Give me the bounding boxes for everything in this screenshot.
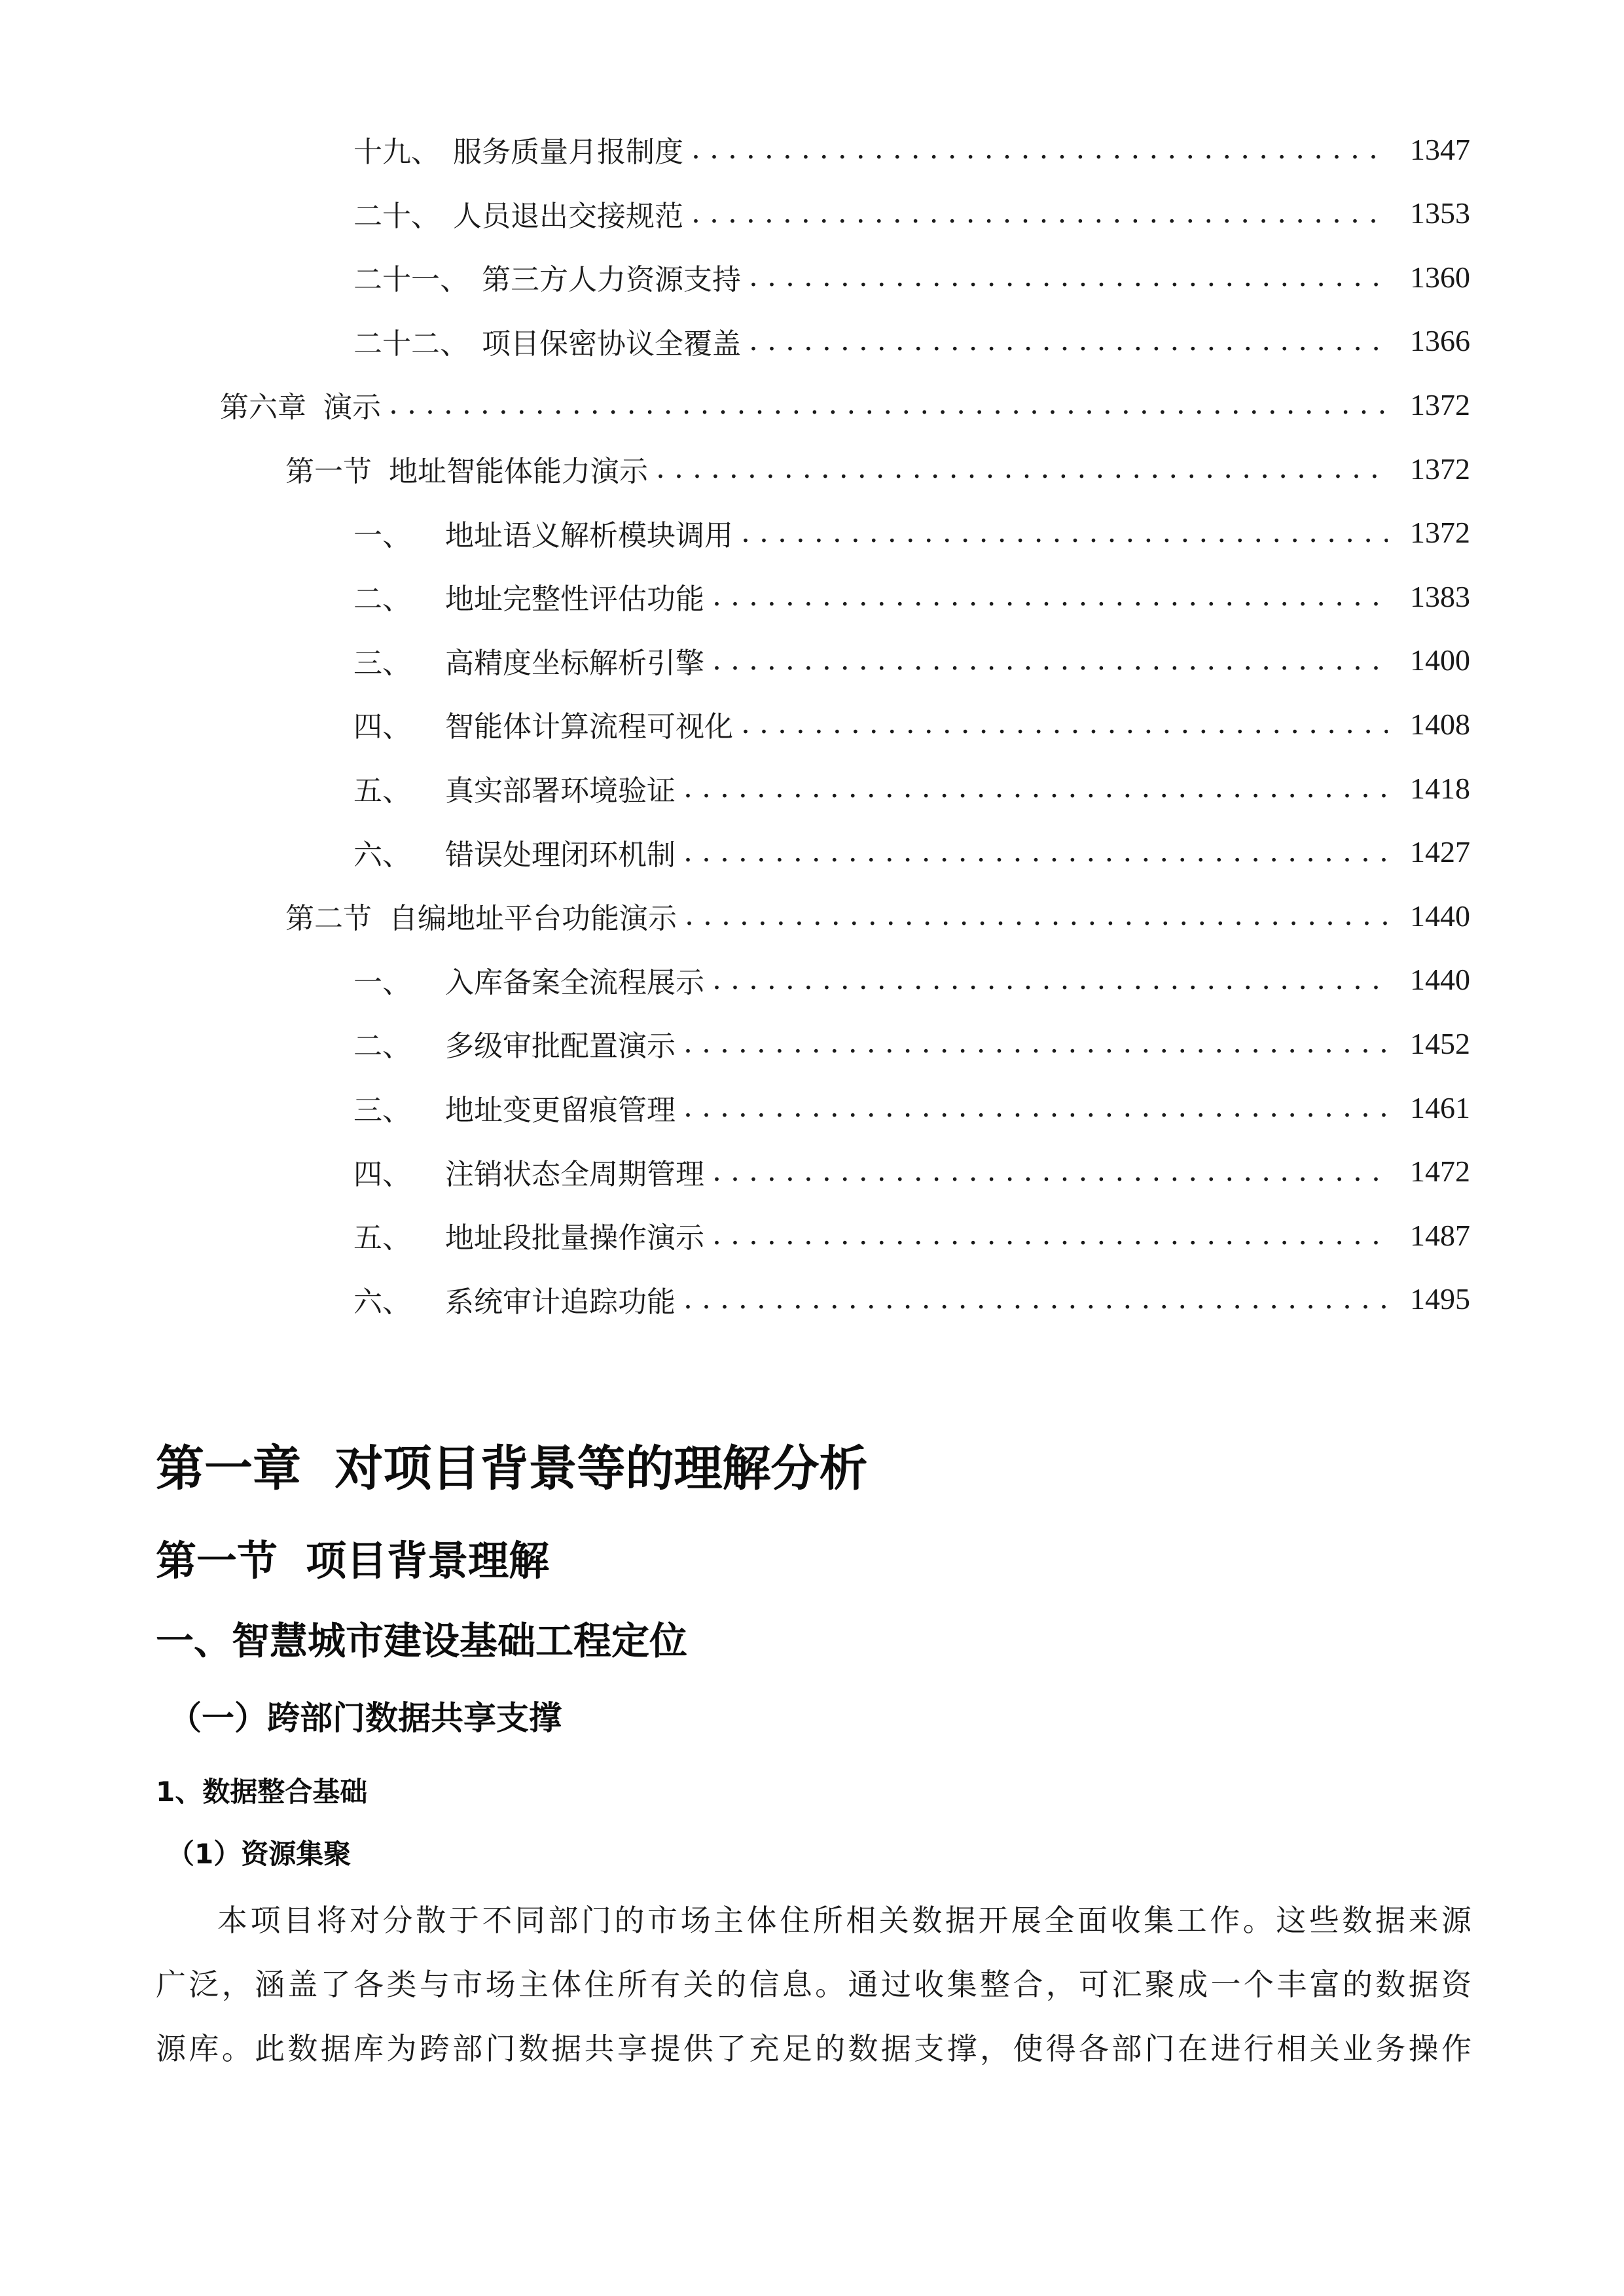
subpoint-heading: （1）资源集聚	[167, 1838, 352, 1870]
toc-entry-title: 地址段批量操作演示	[445, 1221, 704, 1255]
toc-page-number: 1461	[1410, 1090, 1470, 1124]
toc-entry-title: 地址变更留痕管理	[445, 1094, 676, 1127]
toc-page-number: 1372	[1410, 452, 1470, 486]
toc-entry-title: 真实部署环境验证	[445, 774, 676, 808]
toc-leader-dots	[741, 709, 1388, 738]
toc-entry-title: 智能体计算流程可视化	[445, 710, 733, 744]
toc-entry[interactable]	[353, 321, 1470, 361]
paragraph-line: 广泛，涵盖了各类与市场主体住所有关的信息。通过收集整合，可汇聚成一个丰富的数据资	[156, 1967, 1471, 2002]
toc-entry-title: 入库备案全流程展示	[445, 965, 704, 999]
toc-entry-number: 二、	[353, 1030, 411, 1064]
toc-entry[interactable]	[353, 130, 1470, 169]
toc-entry[interactable]	[353, 513, 1470, 552]
toc-entry-title: 人员退出交接规范	[453, 199, 683, 233]
toc-entry-number: 第一节	[285, 455, 372, 488]
toc-page-number: 1418	[1410, 771, 1470, 805]
toc-entry[interactable]	[353, 1088, 1470, 1127]
body-paragraph	[156, 1888, 1471, 2081]
toc-leader-dots	[683, 838, 1388, 867]
section-heading: 第一节 项目背景理解	[156, 1537, 550, 1585]
toc-entry[interactable]	[353, 768, 1470, 808]
toc-entry[interactable]	[353, 960, 1470, 999]
toc-entry-number: 二、	[353, 583, 411, 617]
paragraph-line: 源库。此数据库为跨部门数据共享提供了充足的数据支撑，使得各部门在进行相关业务操作	[156, 2031, 1471, 2066]
toc-page-number: 1495	[1410, 1282, 1470, 1316]
toc-leader-dots	[683, 1029, 1388, 1058]
toc-page-number: 1408	[1410, 707, 1470, 741]
toc-entry-number: 三、	[353, 1094, 411, 1127]
toc-page-number: 1452	[1410, 1026, 1470, 1060]
toc-page-number: 1440	[1410, 899, 1470, 933]
toc-page-number: 1400	[1410, 643, 1470, 677]
toc-leader-dots	[712, 646, 1388, 675]
toc-entry[interactable]	[353, 1024, 1470, 1063]
toc-entry-number: 一、	[353, 965, 411, 999]
paragraph-line: 本项目将对分散于不同部门的市场主体住所相关数据开展全面收集工作。这些数据来源	[217, 1903, 1471, 1938]
toc-page-number: 1472	[1410, 1155, 1470, 1189]
toc-entry[interactable]	[353, 577, 1470, 616]
toc-entry[interactable]	[353, 1280, 1470, 1319]
toc-entry-number: 二十一、	[353, 263, 469, 297]
toc-entry-number: 四、	[353, 710, 411, 744]
toc-page-number: 1353	[1410, 196, 1470, 230]
toc-entry-number: 二十、	[353, 199, 440, 233]
toc-entry[interactable]	[353, 1215, 1470, 1255]
toc-leader-dots	[683, 1093, 1388, 1122]
toc-entry-number: 十九、	[353, 135, 440, 169]
toc-leader-dots	[685, 901, 1388, 930]
toc-page-number: 1360	[1410, 260, 1470, 294]
toc-entry-title: 地址完整性评估功能	[445, 583, 704, 617]
toc-page-number: 1366	[1410, 324, 1470, 358]
subsection-heading: 一、智慧城市建设基础工程定位	[156, 1619, 688, 1663]
toc-entry-title: 地址智能体能力演示	[389, 455, 648, 488]
toc-entry-number: 第六章	[220, 391, 306, 425]
toc-leader-dots	[683, 774, 1388, 802]
toc-leader-dots	[656, 454, 1388, 483]
toc-entry-number: 五、	[353, 1221, 411, 1255]
toc-leader-dots	[749, 327, 1388, 355]
toc-page-number: 1372	[1410, 387, 1470, 422]
toc-entry-title: 第三方人力资源支持	[482, 263, 741, 297]
toc-entry-title: 服务质量月报制度	[453, 135, 683, 169]
toc-entry-number: 第二节	[285, 902, 372, 936]
toc-entry-title: 错误处理闭环机制	[445, 838, 676, 872]
toc-page-number: 1487	[1410, 1218, 1470, 1252]
toc-entry-number: 六、	[353, 1285, 411, 1319]
toc-entry[interactable]	[353, 704, 1470, 744]
toc-entry[interactable]	[353, 194, 1470, 233]
toc-page-number: 1440	[1410, 963, 1470, 997]
toc-leader-dots	[712, 582, 1388, 611]
chapter-heading: 第一章 对项目背景等的理解分析	[156, 1441, 868, 1497]
toc-leader-dots	[712, 965, 1388, 994]
toc-leader-dots	[691, 199, 1388, 228]
toc-leader-dots	[712, 1157, 1388, 1186]
point-heading: 1、数据整合基础	[156, 1776, 368, 1808]
subsubsection-heading: （一）跨部门数据共享支撑	[169, 1699, 562, 1737]
toc-leader-dots	[712, 1221, 1388, 1249]
toc-entry[interactable]	[353, 833, 1470, 872]
toc-leader-dots	[691, 135, 1388, 164]
toc-entry[interactable]	[285, 896, 1470, 935]
toc-entry-number: 一、	[353, 518, 411, 552]
toc-entry[interactable]	[353, 257, 1470, 296]
toc-page-number: 1347	[1410, 132, 1470, 166]
toc-entry-title: 系统审计追踪功能	[445, 1285, 676, 1319]
toc-page-number: 1372	[1410, 516, 1470, 550]
toc-entry-number: 六、	[353, 838, 411, 872]
toc-entry-title: 多级审批配置演示	[445, 1030, 676, 1064]
toc-leader-dots	[749, 262, 1388, 291]
toc-page-number: 1383	[1410, 579, 1470, 613]
toc-entry[interactable]	[353, 1152, 1470, 1191]
toc-entry-title: 地址语义解析模块调用	[445, 518, 733, 552]
toc-entry[interactable]	[285, 449, 1470, 488]
toc-entry-number: 五、	[353, 774, 411, 808]
toc-entry-number: 四、	[353, 1157, 411, 1191]
toc-entry-title: 注销状态全周期管理	[445, 1157, 704, 1191]
toc-leader-dots	[389, 390, 1388, 419]
toc-entry-title: 项目保密协议全覆盖	[482, 327, 741, 361]
toc-entry-title: 自编地址平台功能演示	[389, 902, 677, 936]
toc-leader-dots	[741, 518, 1388, 547]
toc-leader-dots	[683, 1285, 1388, 1314]
toc-entry[interactable]	[353, 641, 1470, 680]
toc-entry-number: 二十二、	[353, 327, 469, 361]
toc-entry-title: 演示	[323, 391, 381, 425]
toc-entry[interactable]	[220, 385, 1470, 424]
toc-page-number: 1427	[1410, 835, 1470, 869]
toc-entry-number: 三、	[353, 646, 411, 680]
toc-entry-title: 高精度坐标解析引擎	[445, 646, 704, 680]
